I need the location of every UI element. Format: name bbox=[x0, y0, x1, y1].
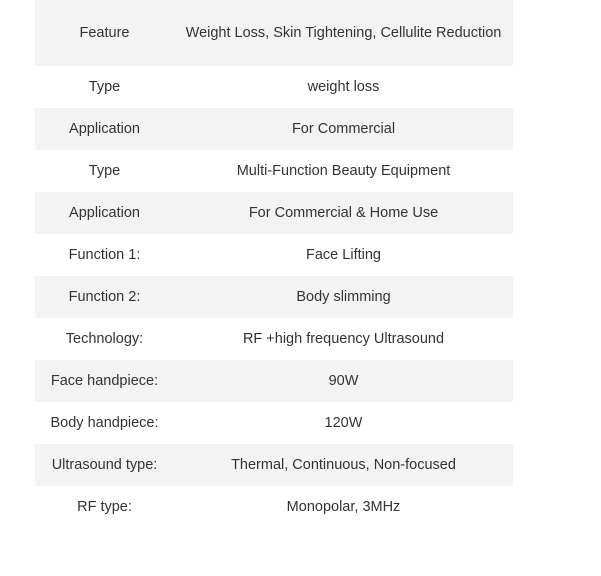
row-value: RF +high frequency Ultrasound bbox=[242, 331, 445, 347]
table-row bbox=[35, 360, 513, 402]
row-label: Feature bbox=[79, 25, 130, 41]
table-row bbox=[35, 402, 513, 444]
table-row bbox=[35, 276, 513, 318]
row-value: Weight Loss, Skin Tightening, Cellulite Reduction bbox=[185, 25, 502, 41]
spec-table bbox=[35, 0, 513, 528]
table-row bbox=[35, 318, 513, 360]
row-label: RF type: bbox=[77, 499, 132, 515]
row-label: Type bbox=[88, 79, 121, 95]
table-row bbox=[35, 66, 513, 108]
table-row bbox=[35, 234, 513, 276]
row-value: Multi-Function Beauty Equipment bbox=[236, 163, 451, 179]
row-label: Technology: bbox=[65, 331, 144, 347]
row-label: Type bbox=[88, 163, 121, 179]
row-value: Thermal, Continuous, Non-focused bbox=[231, 457, 456, 473]
row-value: Face Lifting bbox=[306, 247, 381, 263]
row-value: 120W bbox=[324, 415, 363, 431]
row-value: For Commercial & Home Use bbox=[248, 205, 439, 221]
row-label: Face handpiece: bbox=[50, 373, 159, 389]
table-row bbox=[35, 192, 513, 234]
row-value: Monopolar, 3MHz bbox=[286, 499, 401, 515]
row-label: Application bbox=[69, 121, 140, 137]
row-label: Function 2: bbox=[68, 289, 141, 305]
table-row bbox=[35, 444, 513, 486]
row-label: Ultrasound type: bbox=[51, 457, 158, 473]
table-row bbox=[35, 150, 513, 192]
row-value: Body slimming bbox=[296, 289, 391, 305]
row-label: Application bbox=[69, 205, 140, 221]
row-label: Body handpiece: bbox=[50, 415, 159, 431]
row-value: weight loss bbox=[307, 79, 380, 95]
table-row bbox=[35, 108, 513, 150]
row-value: For Commercial bbox=[291, 121, 396, 137]
row-value: 90W bbox=[328, 373, 359, 389]
table-row bbox=[35, 486, 513, 528]
table-row bbox=[35, 0, 513, 66]
row-label: Function 1: bbox=[68, 247, 141, 263]
